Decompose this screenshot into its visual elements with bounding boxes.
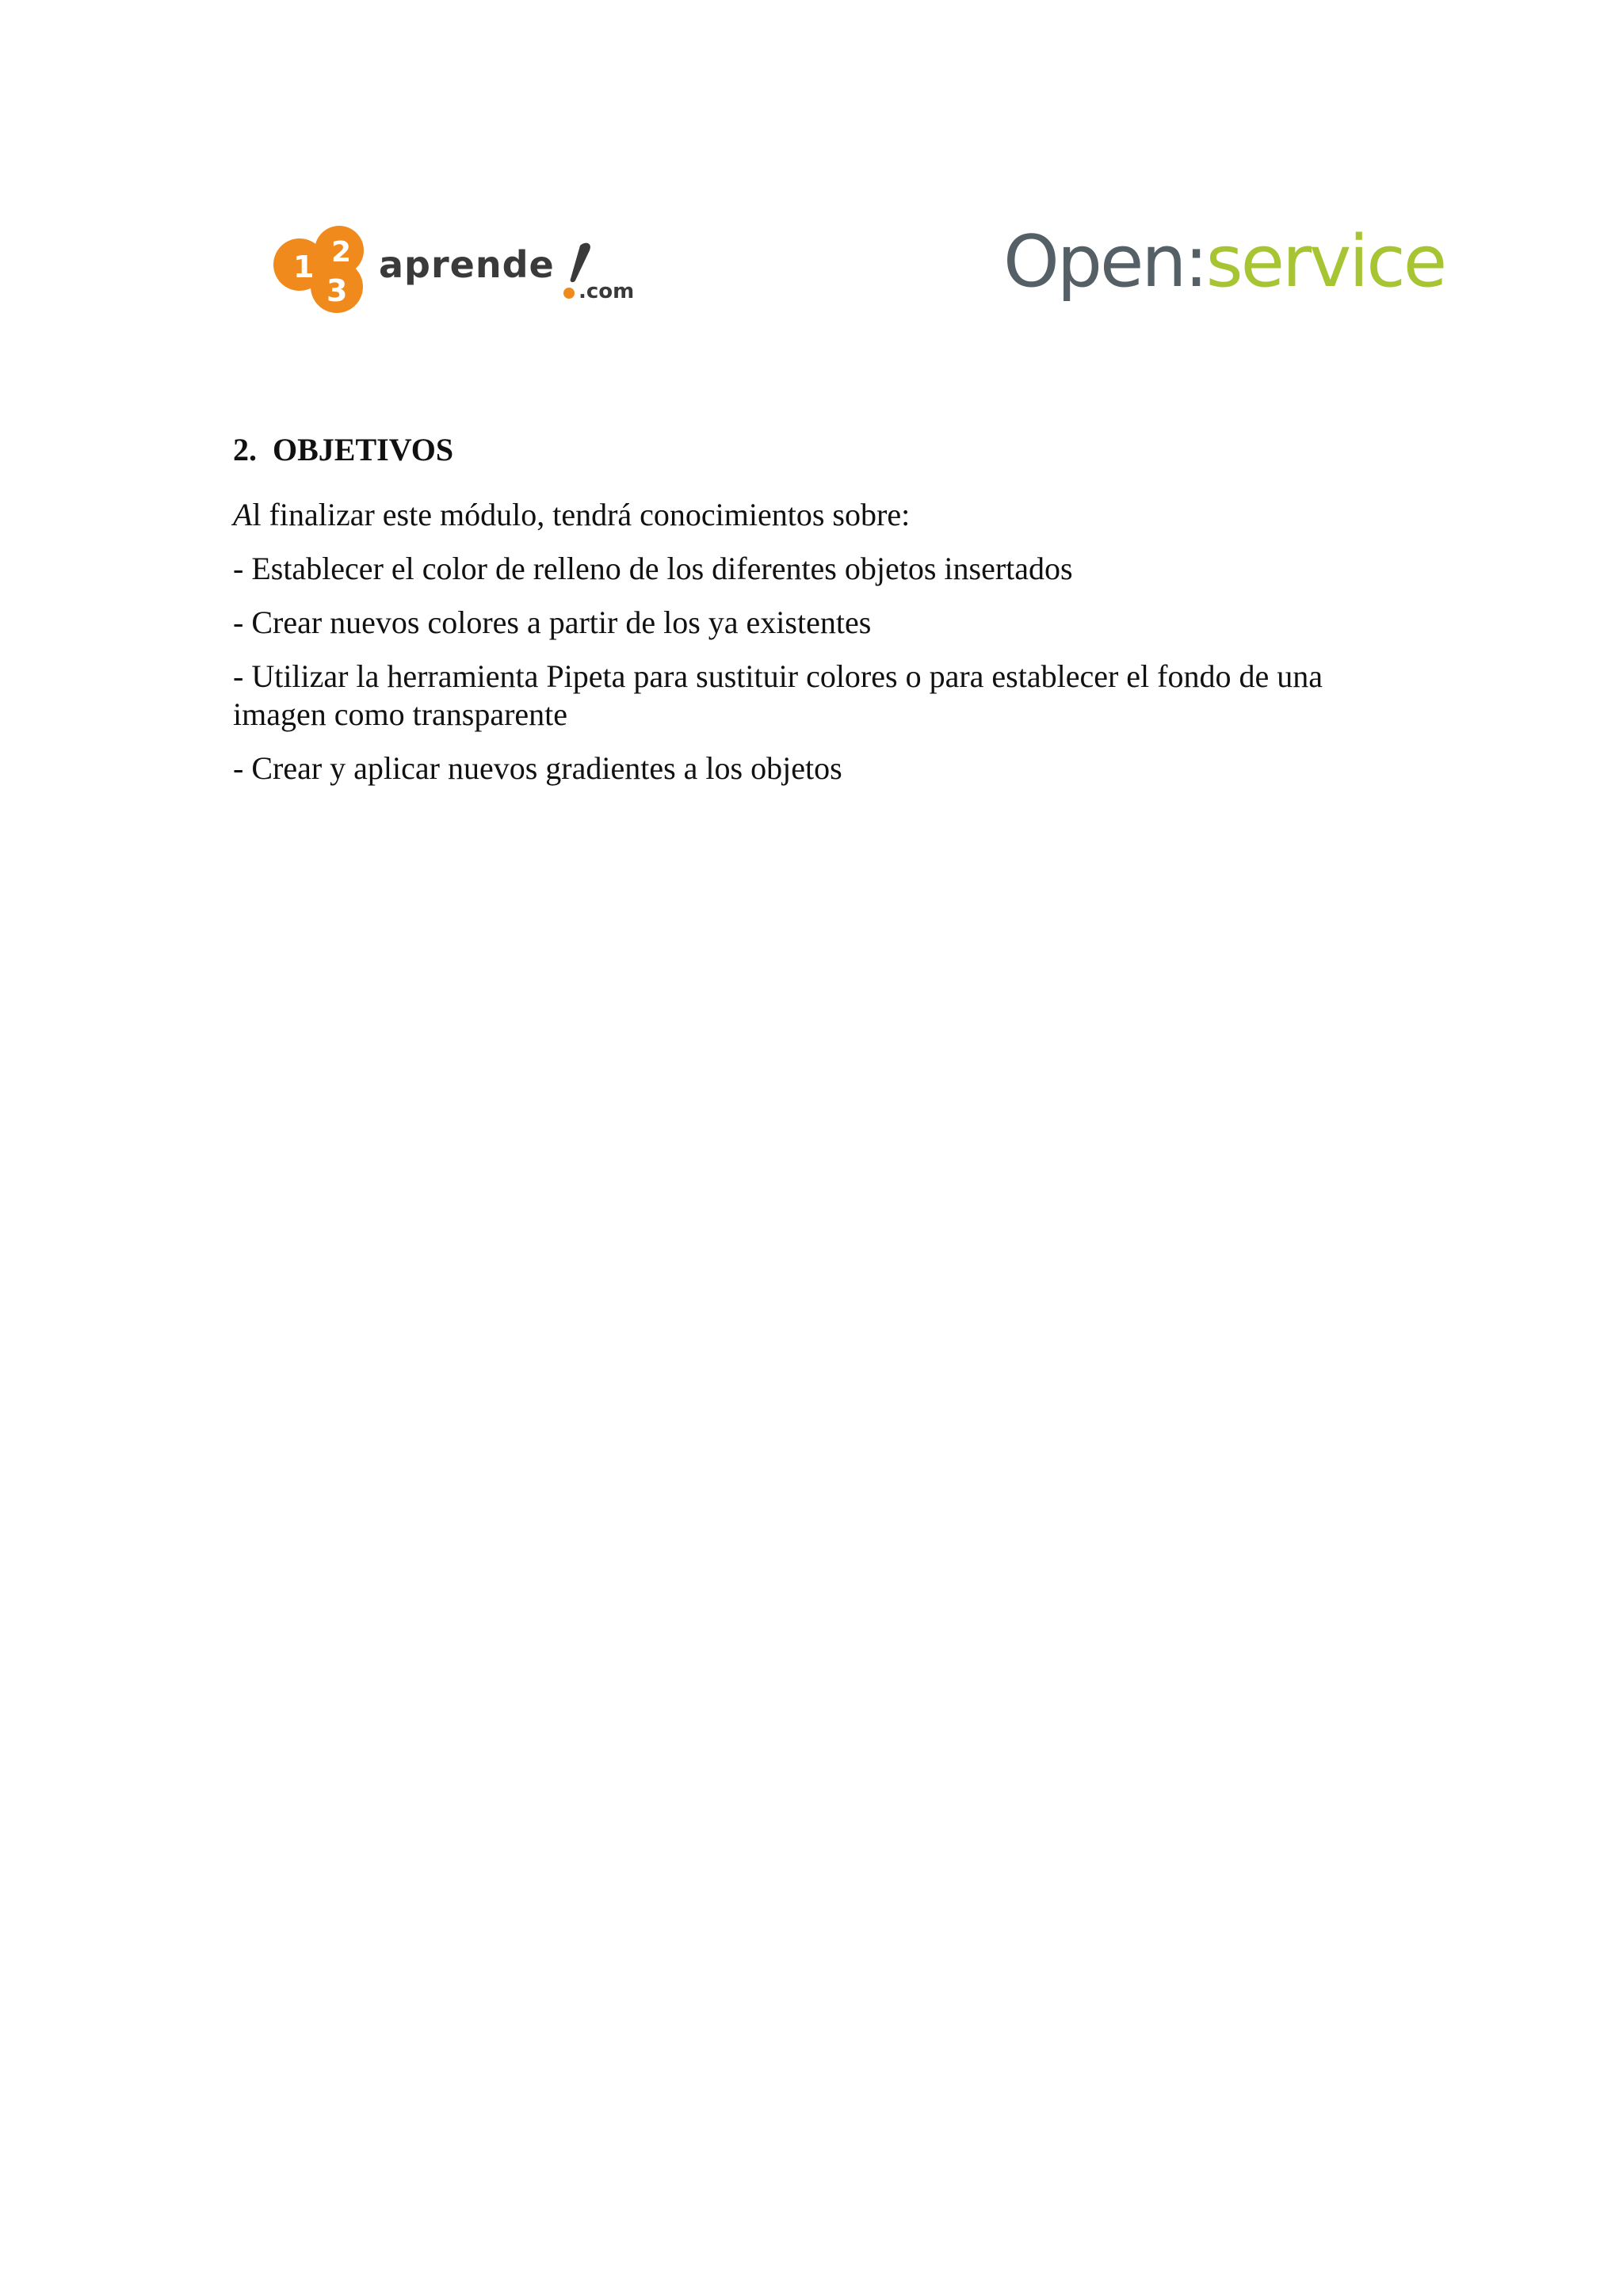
intro-paragraph (233, 496, 1390, 534)
logo-colon-text: : (1184, 220, 1206, 303)
objective-item: - Establecer el color de relleno de los diferentes objetos insertados (233, 551, 1073, 586)
logo-digit-1: 1 (293, 250, 315, 284)
section-content (233, 428, 1390, 803)
objective-item: - Utilizar la herramienta Pipeta para sustituir colores o para establecer el fondo de una imagen como transparente (233, 658, 1323, 732)
intro-first-letter: A (233, 497, 253, 532)
logo-exclamation-icon (571, 243, 590, 283)
logo-suffix: .com (579, 280, 635, 303)
logo-word: aprende (379, 243, 555, 286)
logo-open-text: Open (1003, 220, 1185, 303)
section-title: OBJETIVOS (273, 432, 454, 467)
aprende-logo (269, 225, 674, 314)
logo-digit-3: 3 (327, 273, 348, 308)
logo-service-text: service (1205, 220, 1445, 303)
section-heading (233, 428, 1390, 472)
intro-text: l finalizar este módulo, tendrá conocimientos sobre: (252, 497, 911, 532)
logo-digit-2: 2 (331, 236, 352, 269)
section-number: 2. (233, 432, 257, 467)
objective-item: - Crear nuevos colores a partir de los ya existentes (233, 605, 872, 640)
logo-dot-icon (563, 288, 575, 299)
openservice-logo (1003, 219, 1445, 306)
objective-item: - Crear y aplicar nuevos gradientes a los objetos (233, 750, 842, 786)
